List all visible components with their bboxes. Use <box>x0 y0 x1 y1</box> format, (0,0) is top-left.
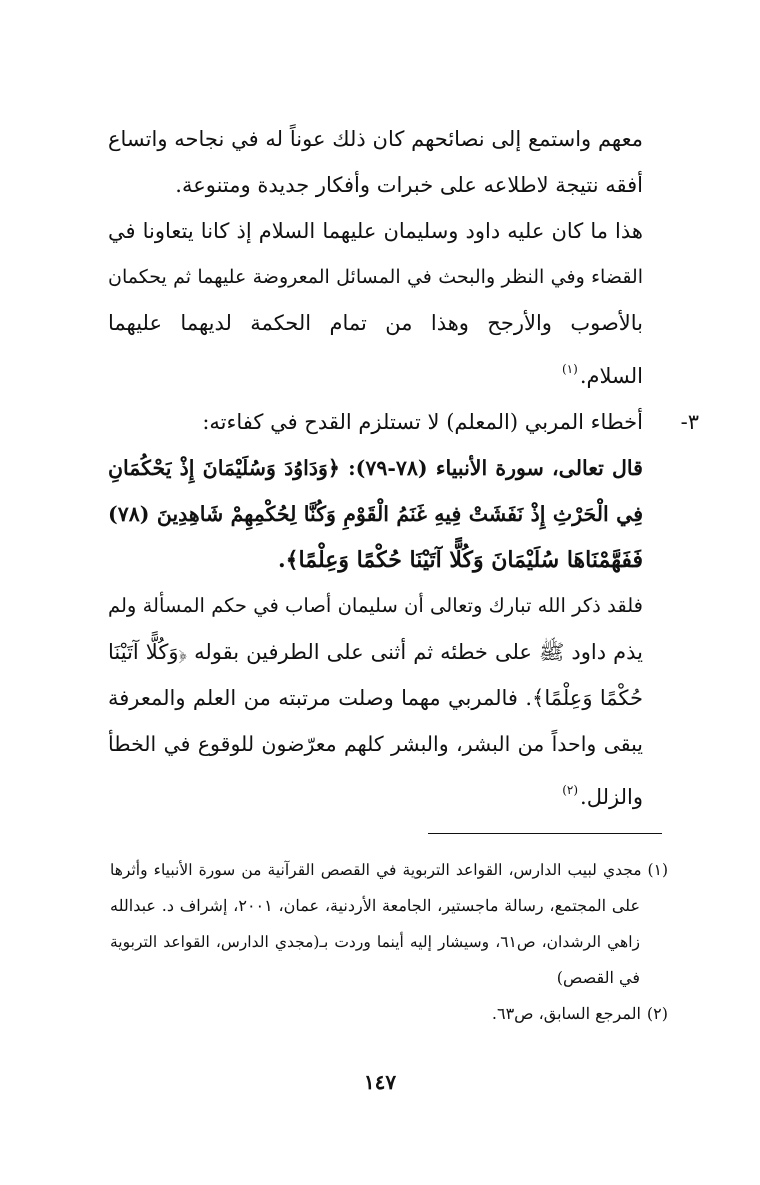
footnote-line: في القصص) <box>556 968 640 987</box>
footnote-line: زاهي الرشدان، ص٦١، وسيشار إليه أينما وردت بـ(مجدي الدارس، القواعد التربوية <box>110 933 641 951</box>
text-line: حُكْمًا وَعِلْمًا﴾. فالمربي مهما وصلت مرتبته من العلم والمعرفة <box>108 686 643 710</box>
footnotes <box>110 852 668 1032</box>
footnote-line: على المجتمع، رسالة ماجستير، الجامعة الأردنية، عمان، ٢٠٠١، إشراف د. عبدالله <box>110 896 641 915</box>
footnote-line <box>110 852 668 888</box>
quran-quote-line: قال تعالى، سورة الأنبياء (٧٨-٧٩): ﴿وَدَاوُدَ وَسُلَيْمَانَ إِذْ يَحْكُمَانِ <box>108 456 643 480</box>
text-line: بالأصوب والأرجح وهذا من تمام الحكمة لديهما عليهما <box>108 311 643 335</box>
item-title: أخطاء المربي (المعلم) لا تستلزم القدح في كفاءته: <box>202 410 643 434</box>
text-line: القضاء وفي النظر والبحث في المسائل المعروضة عليهما ثم يحكمان <box>108 266 643 288</box>
main-text <box>108 116 699 820</box>
text-line-with-footnote <box>108 767 643 820</box>
footnote-reference: (١) <box>561 362 578 376</box>
footnote-divider <box>428 833 662 834</box>
page-number: ١٤٧ <box>363 1070 397 1094</box>
text-line: أفقه نتيجة لاطلاعه على خبرات وأفكار جديدة ومتنوعة. <box>175 173 643 197</box>
footnote-reference: (٢) <box>562 783 579 797</box>
quran-quote-line: فِي الْحَرْثِ إِذْ نَفَشَتْ فِيهِ غَنَمُ الْقَوْمِ وَكُنَّا لِحُكْمِهِمْ شَاهِدِينَ (٧٨) <box>108 502 643 526</box>
text-line: يذم داود ﷺ على خطئه ثم أثنى على الطرفين بقوله ﴿وَكُلًّا آتَيْنَا <box>108 640 643 664</box>
text-fragment: السلام. <box>579 364 643 388</box>
numbered-item-heading <box>108 399 699 445</box>
footnote-line <box>110 996 668 1032</box>
item-number: ٣- <box>680 410 699 434</box>
text-line: يبقى واحداً من البشر، والبشر كلهم معرّضون للوقوع في الخطأ <box>108 732 643 756</box>
text-line: معهم واستمع إلى نصائحهم كان ذلك عوناً له في نجاحه واتساع <box>108 127 643 151</box>
text-line: فلقد ذكر الله تبارك وتعالى أن سليمان أصاب في حكم المسألة ولم <box>108 594 643 617</box>
quran-quote-line: فَفَهَّمْنَاهَا سُلَيْمَانَ وَكُلًّا آتَيْنَا حُكْمًا وَعِلْمًا﴾. <box>278 547 643 573</box>
footnote-mark: (١) <box>647 861 668 879</box>
footnote-mark: (٢) <box>646 1004 668 1023</box>
text-line: هذا ما كان عليه داود وسليمان عليهما السلام إذ كانا يتعاونا في <box>108 219 643 243</box>
footnote-text: مجدي لبيب الدارس، القواعد التربوية في القصص القرآنية من سورة الأنبياء وأثرها <box>110 861 642 879</box>
text-fragment: والزلل. <box>580 785 643 809</box>
text-line-with-footnote <box>108 346 643 399</box>
footnote-text: المرجع السابق، ص٦٣. <box>491 1004 641 1023</box>
